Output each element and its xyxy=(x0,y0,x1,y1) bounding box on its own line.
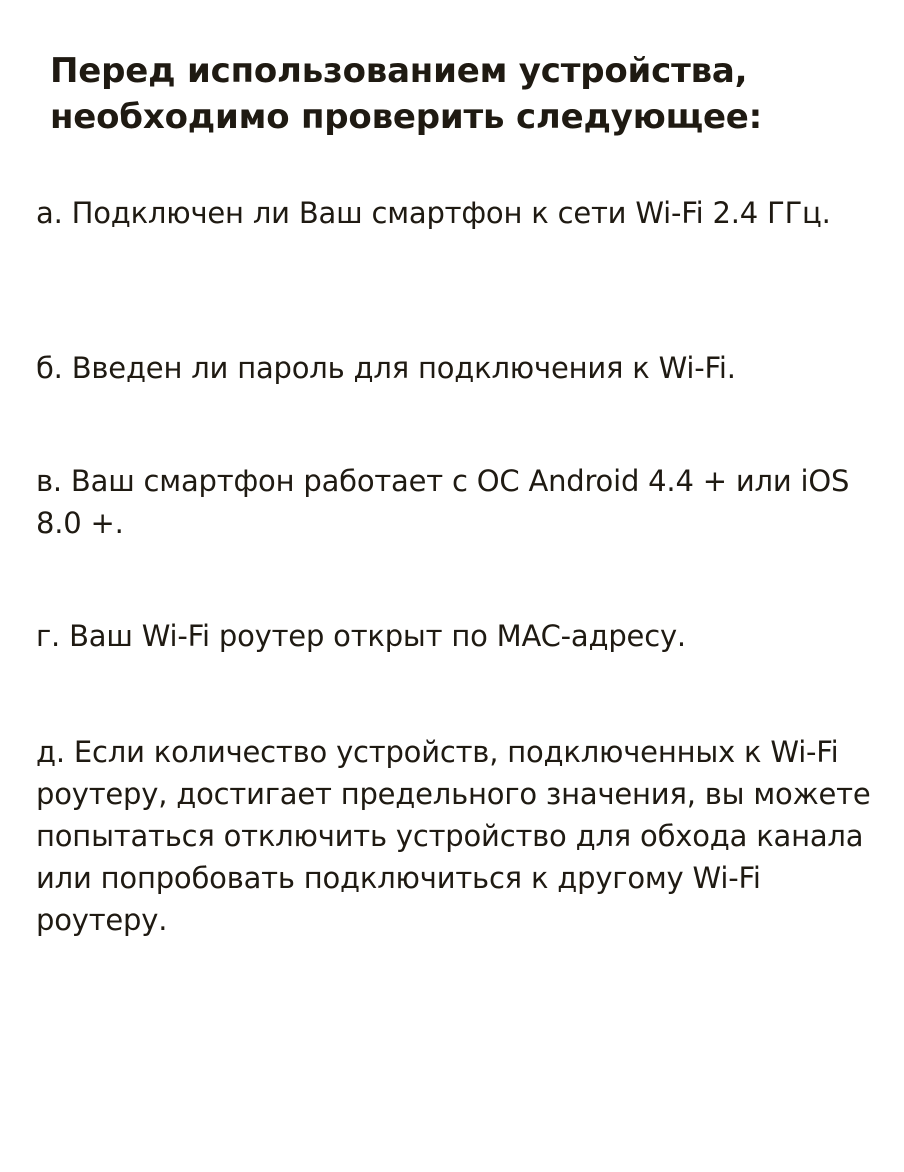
check-item-a: а. Подключен ли Ваш смартфон к сети Wi-Fi 2.4 ГГц. xyxy=(36,196,831,230)
check-item-c: в. Ваш смартфон работает с ОС Android 4.4 + или iOS 8.0 +. xyxy=(36,464,850,540)
check-item-e: д. Если количество устройств, подключенных к Wi-Fi роутеру, достигает предельного значения, вы можете попытаться отключить устройство для обхода канала или попробовать подключиться к другому Wi-Fi роутеру. xyxy=(36,735,871,937)
check-item-d: г. Ваш Wi-Fi роутер открыт по MAC-адресу. xyxy=(36,619,686,653)
check-item-b: б. Введен ли пароль для подключения к Wi-Fi. xyxy=(36,351,736,385)
page-title: Перед использованием устройства, необходимо проверить следующее: xyxy=(50,51,763,137)
